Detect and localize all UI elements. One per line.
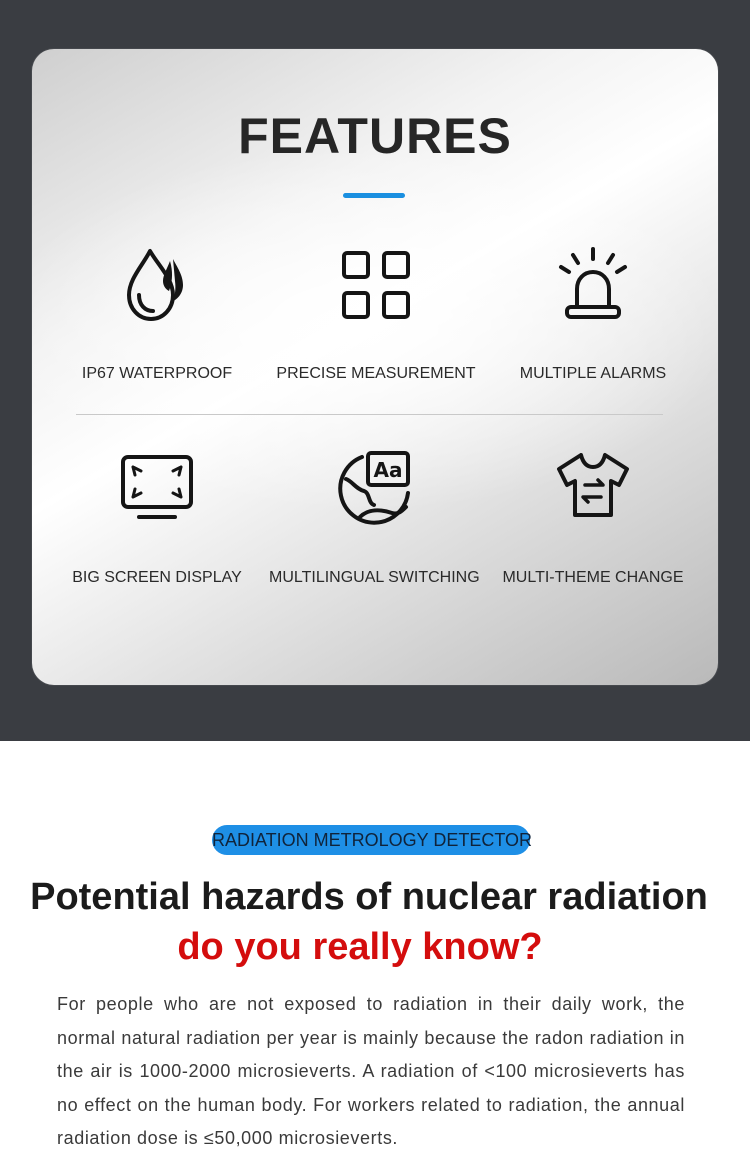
- alarm-light-icon: [553, 245, 633, 325]
- svg-text:Aa: Aa: [373, 458, 403, 482]
- headline-highlight: do you really know?: [177, 926, 543, 968]
- feature-waterproof: [52, 245, 262, 383]
- screen-icon: [117, 449, 197, 529]
- features-card: [32, 49, 718, 685]
- feature-precise: [271, 245, 481, 383]
- feature-label: IP67 WATERPROOF: [81, 365, 233, 382]
- feature-label: MULTILINGUAL SWITCHING: [269, 569, 480, 586]
- feature-big-screen: [52, 449, 262, 587]
- water-drop-icon: [117, 245, 197, 325]
- feature-label: MULTI-THEME CHANGE: [502, 569, 684, 586]
- headline: Potential hazards of nuclear radiation: [30, 876, 708, 918]
- feature-label: BIG SCREEN DISPLAY: [72, 569, 242, 586]
- title-accent-bar: [343, 193, 405, 198]
- row-divider: [76, 414, 663, 415]
- feature-alarms: [488, 245, 698, 383]
- grid-icon: [336, 245, 416, 325]
- feature-label: PRECISE MEASUREMENT: [276, 365, 476, 382]
- body-paragraph: For people who are not exposed to radiation in their daily work, the normal natural radiation per year is mainly because the radon radiation in the air is 1000-2000 microsieverts. A radiation of <100 microsieverts has no effect on the human body. For workers related to radiation, the annual radiation dose is ≤50,000 microsieverts.: [57, 994, 685, 1148]
- feature-multi-theme: [488, 449, 698, 587]
- feature-label: MULTIPLE ALARMS: [519, 365, 667, 382]
- language-globe-icon: [334, 449, 414, 529]
- theme-shirt-icon: [553, 449, 633, 529]
- feature-multilingual: [269, 449, 479, 587]
- features-title: FEATURES: [238, 108, 512, 164]
- section-badge: RADIATION METROLOGY DETECTOR: [212, 825, 530, 855]
